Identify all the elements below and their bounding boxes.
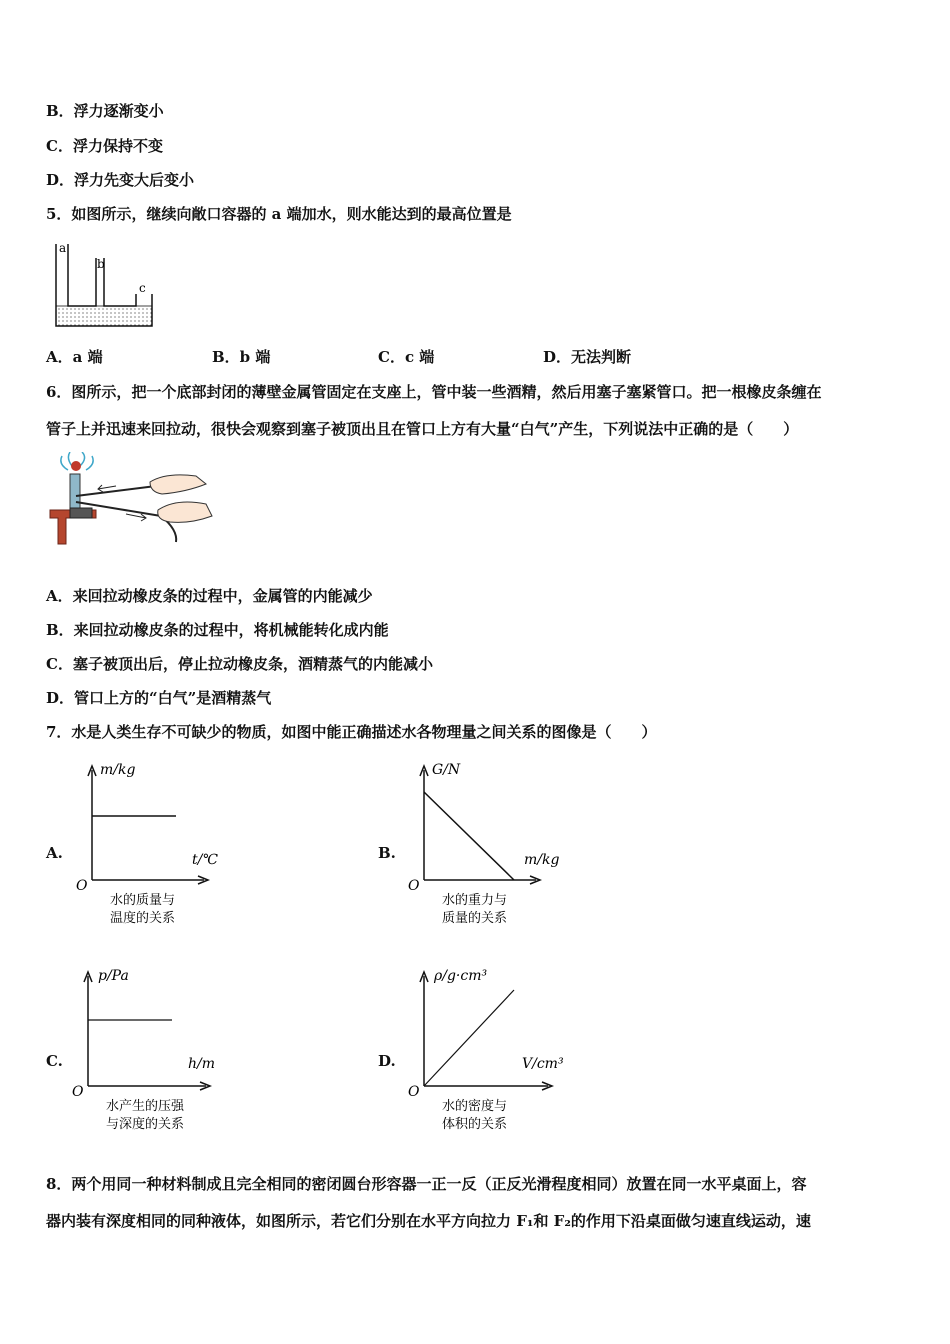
q5-option-c: C．c 端 [378, 348, 435, 366]
q6-stem-line1: 6．图所示，把一个底部封闭的薄壁金属管固定在支座上，管中装一些酒精，然后用塞子塞紧管口。把一根橡皮条缠在 [46, 383, 822, 401]
q8-stem-line2: 器内装有深度相同的同种液体，如图所示，若它们分别在水平方向拉力 F₁和 F₂的作用下沿桌面做匀速直线运动，速 [46, 1212, 811, 1230]
q5-label-c: c [139, 281, 146, 295]
q7-graph-d-line [424, 990, 514, 1086]
q8-stem-line1: 8．两个用同一种材料制成且完全相同的密闭圆台形容器一正一反（正反光滑程度相同）放置在同一水平桌面上，容 [46, 1175, 807, 1193]
q6-option-d: D．管口上方的“白气”是酒精蒸气 [46, 689, 272, 707]
q7-graph-c-ylabel: p/Pa [98, 968, 129, 984]
q5-option-a: A．a 端 [46, 348, 103, 366]
q7-graph-d-caption1: 水的密度与 [442, 1099, 508, 1114]
q4-option-c: C．浮力保持不变 [46, 137, 163, 155]
q7-graph-d-caption2: 体积的关系 [442, 1117, 508, 1132]
q7-graph-a [70, 756, 230, 936]
q5-label-a: a [59, 241, 67, 255]
q6-option-a: A．来回拉动橡皮条的过程中，金属管的内能减少 [46, 587, 373, 605]
q7-graph-c [66, 962, 236, 1142]
q7-graph-b-origin: O [408, 878, 420, 894]
q5-label-b: b [97, 257, 105, 271]
q7-graph-a-caption2: 温度的关系 [110, 911, 176, 926]
q7-graph-d-ylabel: ρ/g·cm³ [434, 968, 488, 984]
q7-graph-b-caption1: 水的重力与 [442, 893, 508, 908]
q7-graph-c-caption1: 水产生的压强 [106, 1099, 185, 1114]
q7-stem: 7．水是人类生存不可缺少的物质，如图中能正确描述水各物理量之间关系的图像是（ ） [46, 723, 657, 741]
q7-graph-c-origin: O [72, 1084, 84, 1100]
q7-graph-d-label: D. [378, 1052, 396, 1070]
q6-metal-tube-figure [46, 452, 216, 548]
q4-option-d: D．浮力先变大后变小 [46, 171, 195, 189]
q6-option-c: C．塞子被顶出后，停止拉动橡皮条，酒精蒸气的内能减小 [46, 655, 433, 673]
q7-graph-b-xlabel: m/kg [524, 852, 560, 868]
q7-graph-c-caption2: 与深度的关系 [106, 1117, 185, 1132]
q5-stem: 5．如图所示，继续向敞口容器的 a 端加水，则水能达到的最高位置是 [46, 205, 512, 223]
q7-graph-d [402, 962, 572, 1142]
q7-graph-d-origin: O [408, 1084, 420, 1100]
q5-option-b: B．b 端 [212, 348, 271, 366]
q7-graph-b-line [424, 792, 514, 880]
q7-graph-b [402, 756, 572, 936]
q7-graph-b-ylabel: G/N [432, 762, 461, 778]
q7-graph-b-caption2: 质量的关系 [442, 911, 508, 926]
q4-option-b: B．浮力逐渐变小 [46, 102, 164, 120]
q7-graph-a-label: A. [46, 844, 63, 862]
q7-graph-a-origin: O [76, 878, 88, 894]
q5-option-d: D．无法判断 [543, 348, 632, 366]
q7-graph-a-ylabel: m/kg [100, 762, 136, 778]
q7-graph-d-xlabel: V/cm³ [522, 1056, 564, 1072]
q7-graph-a-xlabel: t/℃ [192, 852, 219, 868]
q7-graph-b-label: B. [378, 844, 396, 862]
q5-connected-vessel-figure [46, 236, 166, 334]
q6-stem-line2: 管子上并迅速来回拉动，很快会观察到塞子被顶出且在管口上方有大量“白气”产生，下列说法中正确的是（ ） [46, 420, 799, 438]
q7-graph-c-label: C. [46, 1052, 63, 1070]
q7-graph-c-xlabel: h/m [188, 1056, 216, 1072]
q7-graph-a-caption1: 水的质量与 [110, 893, 176, 908]
q6-option-b: B．来回拉动橡皮条的过程中，将机械能转化成内能 [46, 621, 389, 639]
